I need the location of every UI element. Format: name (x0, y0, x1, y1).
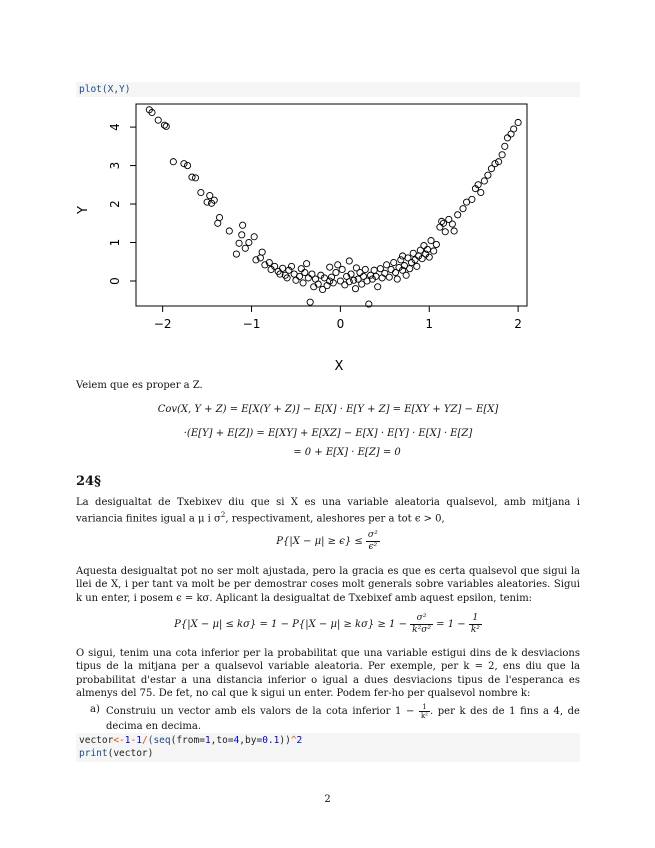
data-point (403, 272, 409, 278)
equation-lhs: P{|X − μ| ≥ ϵ} ≤ (276, 536, 366, 547)
code-token: (seq (147, 735, 171, 746)
data-point (307, 299, 313, 305)
code-token: print (79, 748, 108, 759)
fraction-denominator: k²σ² (412, 625, 431, 635)
data-point (333, 269, 339, 275)
fraction-denominator: k² (420, 712, 428, 720)
data-point (293, 277, 299, 283)
fraction-sigma (410, 613, 433, 636)
scatter-plot (0, 98, 655, 388)
fraction-numerator: σ² (367, 530, 378, 540)
code-text: plot(X,Y) (79, 84, 131, 95)
data-point (352, 286, 358, 292)
fraction-inline (419, 703, 430, 720)
data-point (353, 265, 359, 271)
page-number: 2 (324, 794, 331, 805)
data-point (515, 119, 521, 125)
paragraph-txebixev: La desigualtat de Txebixev diu que si X es una variable aleatoria qualsevol, amb mitjana i variancia finites igual a μ i $\sigma^2$, respectivament, aleshores per a tot ϵ > 0, (76, 497, 580, 525)
equation-chebyshev (76, 530, 580, 553)
data-point (215, 220, 221, 226)
list-label: a) (90, 704, 100, 715)
data-point (181, 161, 187, 167)
code-token: / (141, 735, 148, 746)
code-token: ^ (290, 735, 297, 746)
data-point (371, 267, 377, 273)
data-point (469, 196, 475, 202)
list-item (92, 703, 580, 731)
data-point (296, 273, 302, 279)
data-point (421, 242, 427, 248)
x-axis (154, 306, 522, 331)
code-token: 1 (124, 735, 131, 746)
data-point (155, 117, 161, 123)
data-point (451, 228, 457, 234)
data-point (478, 189, 484, 195)
data-point (407, 266, 413, 272)
code-token: 2 (296, 735, 303, 746)
data-point (398, 257, 404, 263)
data-point (339, 266, 345, 272)
data-point (298, 266, 304, 272)
list-text-a: Construiu un vector amb els valors de la cota inferior 1 − (106, 706, 419, 717)
code-token: ,to= (210, 735, 234, 746)
data-point (300, 280, 306, 286)
equation-cov-line1: Cov(X, Y + Z) = E[X(Y + Z)] − E[X] · E[Y + Z] = E[XY + YZ] − E[X] (157, 404, 499, 415)
data-point (439, 218, 445, 224)
x-tick-label: 2 (514, 317, 522, 331)
data-point (379, 275, 385, 281)
code-block-vector (76, 733, 580, 762)
data-point (485, 172, 491, 178)
y-tick-label: 4 (108, 123, 122, 131)
fraction-k (469, 613, 482, 636)
data-point (442, 229, 448, 235)
x-axis-label: X (334, 359, 344, 374)
data-point (170, 159, 176, 165)
paragraph-cota: O sigui, tenim una cota inferior per la probabilitat que una variable estigui dins de k desviacions tipus de la mitjana per a qualsevol variable aleatoria. Per exemple, per k = 2, ens diu que la probabilitat d'estar a una distancia inferior o igual a dues desviacions tipus de l'esperanca es almenys del 75. De fet, no cal que k sigui un enter. Podem fer-ho per qualsevol nombre k: (76, 648, 580, 700)
code-block-plot (76, 82, 580, 97)
y-tick-label: 3 (108, 161, 122, 170)
code-token: (vector) (107, 748, 154, 759)
data-point (504, 135, 510, 141)
data-point (163, 123, 169, 129)
fraction-numerator: 1 (469, 613, 482, 625)
data-point (251, 234, 257, 240)
data-point (375, 284, 381, 290)
code-line-1 (79, 734, 577, 747)
code-token: ,by= (239, 735, 263, 746)
data-point (242, 245, 248, 251)
data-point (216, 214, 222, 220)
data-point (502, 143, 508, 149)
data-point (449, 221, 455, 227)
data-point (386, 274, 392, 280)
paragraph-text: Veiem que es proper a Z. (76, 380, 203, 391)
code-line-2 (79, 747, 577, 760)
fraction-numerator: 1 (419, 703, 430, 712)
code-token: (from= (170, 735, 205, 746)
data-point (327, 264, 333, 270)
data-point (246, 239, 252, 245)
data-point (388, 266, 394, 272)
fraction (366, 530, 380, 553)
data-point (236, 240, 242, 246)
data-point (492, 161, 498, 167)
code-token: 1 (204, 735, 211, 746)
equation-bound (76, 613, 580, 636)
data-point (346, 258, 352, 264)
data-point (394, 276, 400, 282)
equation-mid: = 1 − (436, 619, 469, 630)
x-tick-label: 0 (336, 317, 345, 331)
data-points (146, 107, 521, 308)
data-point (495, 159, 501, 165)
code-token: - (130, 735, 137, 746)
equation-cov-line3: = 0 + E[X] · E[Z] = 0 (293, 447, 401, 458)
y-axis (108, 123, 136, 285)
code-token: vector (79, 735, 114, 746)
code-token: )) (279, 735, 291, 746)
code-token: <- (113, 735, 125, 746)
x-tick-label: −1 (242, 317, 261, 331)
data-point (362, 266, 368, 272)
fraction-denominator: k² (470, 625, 480, 635)
data-point (233, 251, 239, 257)
data-point (239, 232, 245, 238)
list-text (106, 703, 580, 733)
fraction-denominator: ϵ² (368, 542, 378, 552)
paragraph-text-a: La desigualtat de Txebixev diu que si X es una variable aleatoria qualsevol, amb mitjana i variancia finites igual a μ i σ (76, 497, 580, 525)
y-tick-label: 0 (108, 277, 122, 285)
data-point (455, 212, 461, 218)
paragraph-proper-z (76, 379, 580, 392)
list-text-b: . per k des de 1 fins a 4, de decima en decima. (106, 706, 580, 732)
data-point (414, 263, 420, 269)
data-point (327, 278, 333, 284)
equation-cov-line2: ·(E[Y] + E[Z]) = E[XY] + E[XZ] − E[X] · E[Y] · E[X] · E[Z] (183, 428, 473, 439)
data-point (259, 249, 265, 255)
data-point (481, 178, 487, 184)
data-point (280, 265, 286, 271)
data-point (240, 222, 246, 228)
data-point (391, 259, 397, 265)
data-point (305, 275, 311, 281)
data-point (184, 162, 190, 168)
data-point (433, 241, 439, 247)
y-tick-label: 2 (108, 200, 122, 208)
data-point (437, 224, 443, 230)
fraction-numerator: σ² (410, 613, 433, 625)
data-point (198, 189, 204, 195)
section-heading: 24§ (76, 474, 101, 489)
data-point (226, 228, 232, 234)
data-point (431, 248, 437, 254)
data-point (428, 237, 434, 243)
paragraph-text-b: , respectivament, aleshores per a tot ϵ > 0, (225, 513, 445, 525)
data-point (192, 175, 198, 181)
code-token: 1 (136, 735, 142, 746)
x-tick-label: −2 (153, 317, 172, 331)
paragraph-ajustada: Aquesta desigualtat pot no ser molt ajustada, pero la gracia es que es certa qualsevol que sigui la llei de X, i per tant va molt be per demostrar coses molt generals sobre variables aleatories. Sigui k un enter, i posem ϵ = kσ. Aplicant la desigualtat de Txebixef amb aquest epsilon, tenim: (76, 566, 580, 604)
data-point (342, 282, 348, 288)
code-token: 0.1 (262, 735, 280, 746)
x-tick-label: 1 (425, 317, 434, 331)
data-point (204, 199, 210, 205)
data-point (330, 280, 336, 286)
data-point (324, 283, 330, 289)
data-point (511, 126, 517, 132)
code-token: 4 (233, 735, 240, 746)
data-point (460, 206, 466, 212)
data-point (399, 253, 405, 259)
y-axis-label: Y (76, 206, 91, 214)
y-tick-label: 1 (108, 238, 122, 247)
equation-lhs: P{|X − μ| ≤ kσ} = 1 − P{|X − μ| ≥ kσ} ≥ 1 − (174, 619, 411, 630)
data-point (499, 152, 505, 158)
data-point (440, 220, 446, 226)
data-point (304, 261, 310, 267)
